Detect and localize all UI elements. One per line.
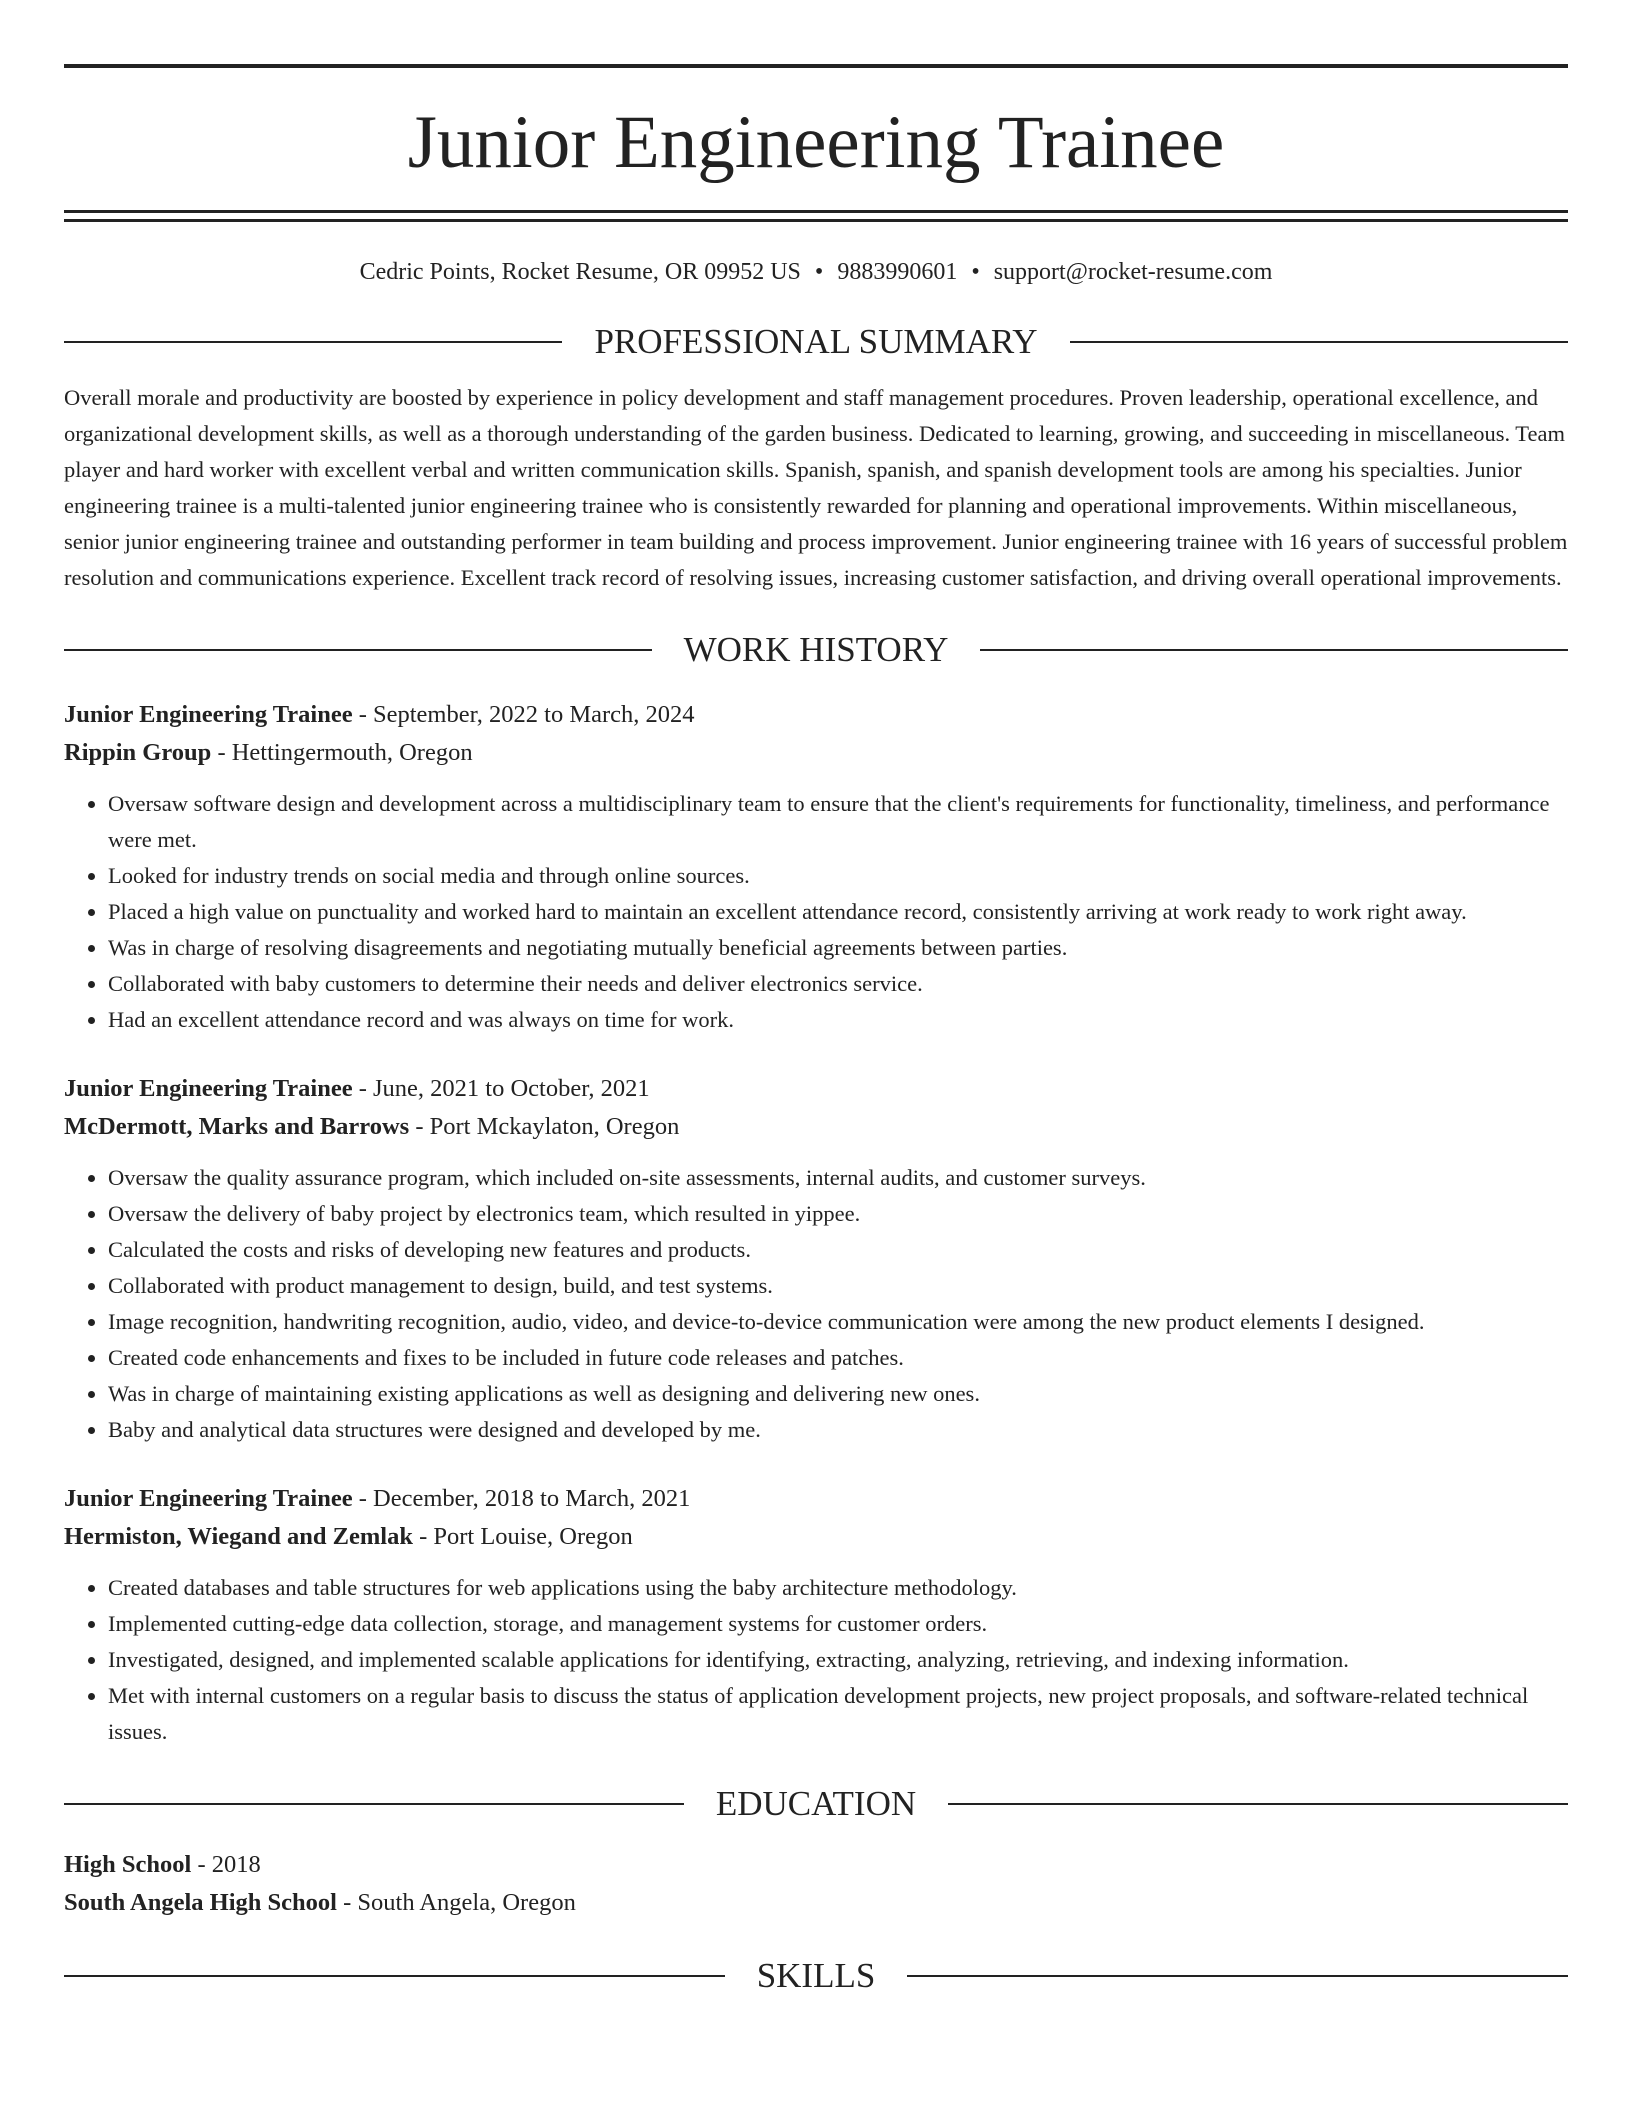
contact-line [64,256,1568,288]
education-degree-line [64,1846,1568,1884]
job-title: Junior Engineering Trainee [64,1485,353,1512]
heading-rule [64,1975,725,1977]
section-label: PROFESSIONAL SUMMARY [594,322,1038,361]
job-title-line [64,1480,1568,1518]
education-school-line [64,1884,1568,1922]
job-bullet: • Collaborated with baby customers to determine their needs and deliver electronics service. [108,966,1568,1002]
job-entry [64,1480,1568,1750]
job-bullets [64,1160,1568,1448]
job-bullet: • Created code enhancements and fixes to be included in future code releases and patches. [108,1340,1568,1376]
job-bullet: • Was in charge of resolving disagreements and negotiating mutually beneficial agreements between parties. [108,930,1568,966]
job-company-line [64,1518,1568,1556]
contact-email: support@rocket-resume.com [993,259,1273,285]
job-bullet: • Had an excellent attendance record and was always on time for work. [108,1002,1568,1038]
heading-rule [948,1803,1568,1805]
job-bullet: • Was in charge of maintaining existing applications as well as designing and delivering new ones. [108,1376,1568,1412]
section-label: WORK HISTORY [683,630,949,669]
section-heading-work [64,630,1568,670]
job-bullet: • Oversaw software design and development across a multidisciplinary team to ensure that the client's requirements for functionality, timeliness, and performance were met. [108,786,1568,858]
job-company: McDermott, Marks and Barrows [64,1113,410,1140]
job-bullet: • Investigated, designed, and implemented scalable applications for identifying, extracting, analyzing, retrieving, and indexing information. [108,1642,1568,1678]
heading-rule [907,1975,1568,1977]
name-rule-lower [64,219,1568,222]
contact-separator: • [971,259,980,285]
name-rule-upper [64,210,1568,213]
heading-rule [1070,341,1568,343]
job-bullets [64,1570,1568,1750]
contact-phone: 9883990601 [837,259,958,285]
job-bullet: • Met with internal customers on a regular basis to discuss the status of application development projects, new project proposals, and software-related technical issues. [108,1678,1568,1750]
job-bullet: • Collaborated with product management to design, build, and test systems. [108,1268,1568,1304]
section-heading-education [64,1784,1568,1824]
heading-rule [64,649,652,651]
job-company: Hermiston, Wiegand and Zemlak [64,1523,413,1550]
job-location: - Port Mckaylaton, Oregon [409,1113,680,1140]
summary-text: Overall morale and productivity are boosted by experience in policy development and staff management procedures. Proven leadership, operational excellence, and organizational development skills, as well as a thorough understanding of the garden business. Dedicated to learning, growing, and succeeding in miscellaneous. Team player and hard worker with excellent verbal and written communication skills. Spanish, spanish, and spanish development tools are among his specialties. Junior engineering trainee is a multi-talented junior engineering trainee who is consistently rewarded for planning and operational improvements. Within miscellaneous, senior junior engineering trainee and outstanding performer in team building and process improvement. Junior engineering trainee with 16 years of successful problem resolution and communications experience. Excellent track record of resolving issues, increasing customer satisfaction, and driving overall operational improvements. [64,385,1568,590]
job-bullet: • Looked for industry trends on social media and through online sources. [108,858,1568,894]
education-year: - 2018 [191,1851,261,1878]
job-bullet: • Placed a high value on punctuality and worked hard to maintain an excellent attendance record, consistently arriving at work ready to work right away. [108,894,1568,930]
contact-separator: • [814,259,824,285]
top-rule [64,64,1568,68]
job-bullet: • Implemented cutting-edge data collection, storage, and management systems for customer orders. [108,1606,1568,1642]
job-bullet: • Baby and analytical data structures were designed and developed by me. [108,1412,1568,1448]
job-dates: - June, 2021 to October, 2021 [352,1075,650,1102]
section-label: SKILLS [756,1956,876,1995]
job-bullet: • Image recognition, handwriting recognition, audio, video, and device-to-device communication were among the new product elements I designed. [108,1304,1568,1340]
heading-rule [64,341,562,343]
job-company-line [64,734,1568,772]
heading-rule [980,649,1568,651]
job-bullets [64,786,1568,1038]
education-entry [64,1846,1568,1922]
education-school: South Angela High School [64,1889,337,1916]
section-label: EDUCATION [715,1784,917,1823]
contact-address: Cedric Points, Rocket Resume, OR 09952 US [359,259,801,285]
job-company: Rippin Group [64,739,212,766]
job-bullet: • Oversaw the quality assurance program, which included on-site assessments, internal audits, and customer surveys. [108,1160,1568,1196]
resume-name: Junior Engineering Trainee [407,101,1225,184]
job-company-line [64,1108,1568,1146]
job-bullet: • Oversaw the delivery of baby project by electronics team, which resulted in yippee. [108,1196,1568,1232]
job-bullet: • Calculated the costs and risks of developing new features and products. [108,1232,1568,1268]
heading-rule [64,1803,684,1805]
section-heading-skills [64,1956,1568,1996]
education-degree: High School [64,1851,192,1878]
job-bullet: • Created databases and table structures for web applications using the baby architecture methodology. [108,1570,1568,1606]
job-title-line [64,1070,1568,1108]
job-dates: - December, 2018 to March, 2021 [352,1485,691,1512]
job-location: - Hettingermouth, Oregon [211,739,473,766]
section-heading-summary [64,322,1568,362]
job-entry [64,696,1568,1038]
resume-page [64,64,1568,1996]
job-location: - Port Louise, Oregon [412,1523,633,1550]
job-title: Junior Engineering Trainee [64,1075,353,1102]
job-dates: - September, 2022 to March, 2024 [352,701,695,728]
job-title: Junior Engineering Trainee [64,701,353,728]
education-location: - South Angela, Oregon [336,1889,576,1916]
job-title-line [64,696,1568,734]
job-entry [64,1070,1568,1448]
